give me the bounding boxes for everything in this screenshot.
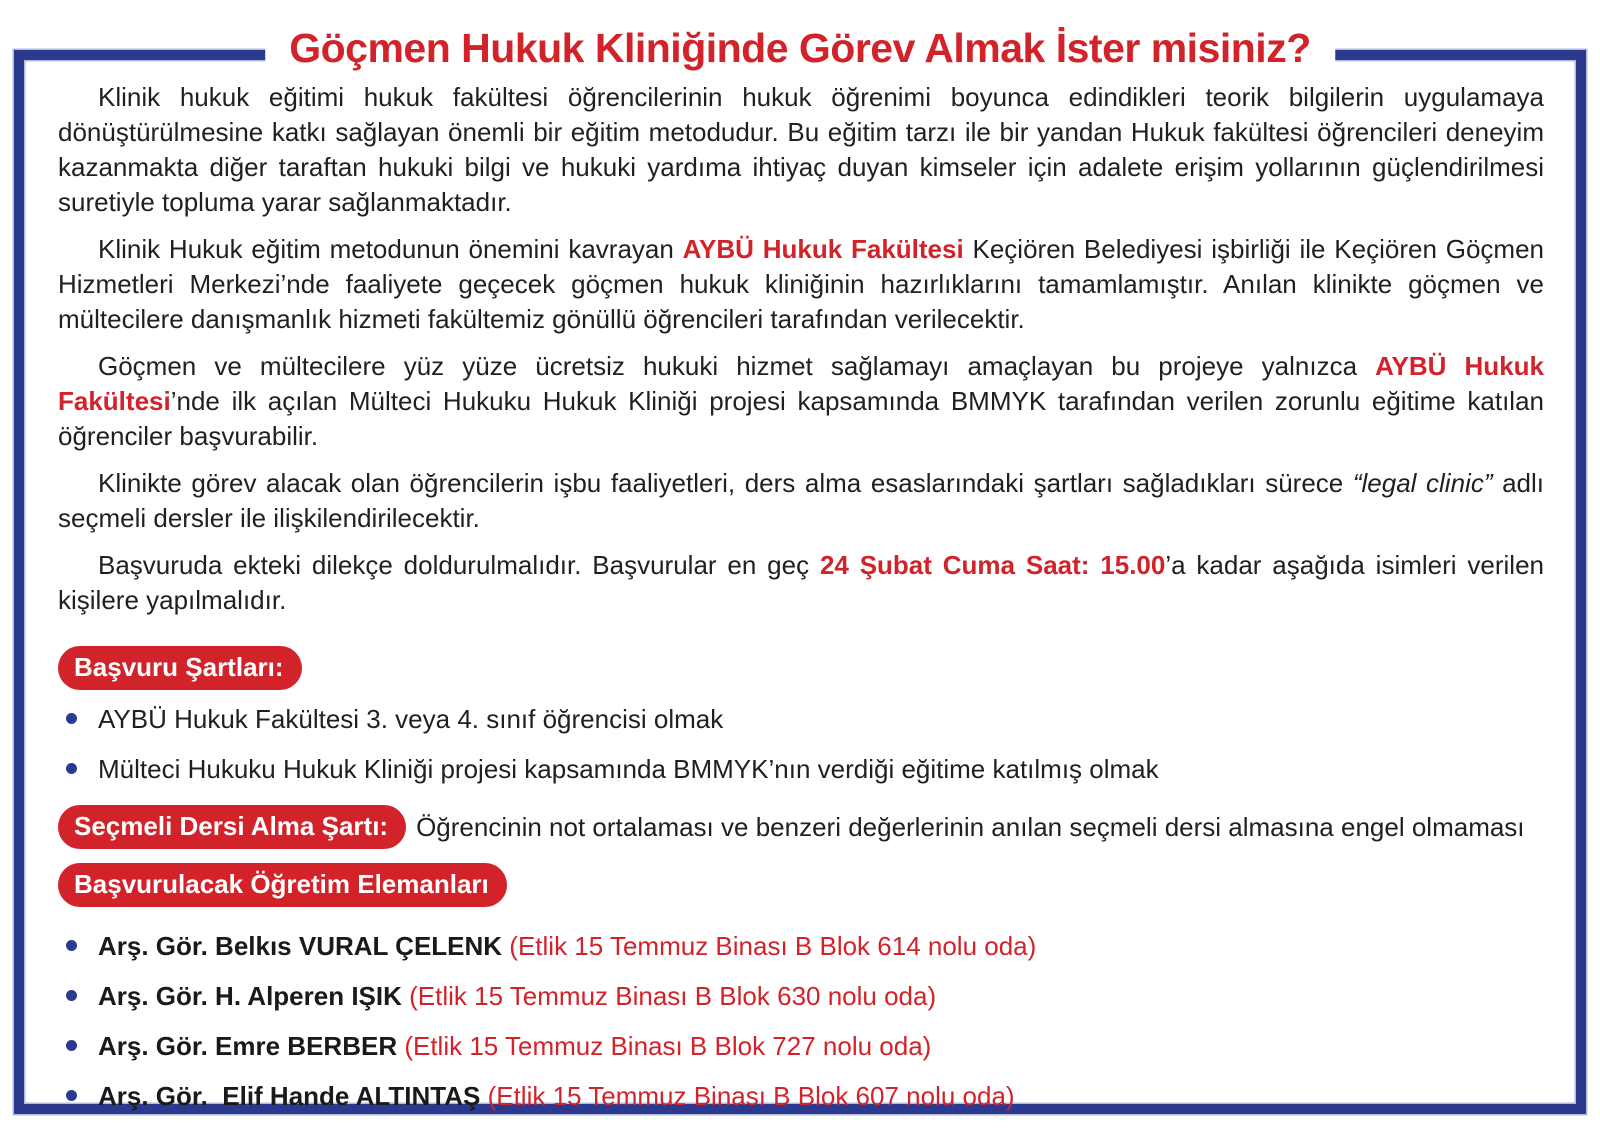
bullet-dot-icon [66, 1040, 77, 1051]
paragraph-deadline-pre: Başvuruda ekteki dilekçe doldurulmalıdır. Başvurular en geç [98, 550, 820, 580]
document-body [24, 60, 1576, 1128]
section-application-conditions [58, 646, 1544, 787]
legal-clinic-term: “legal clinic” [1352, 468, 1493, 498]
elective-condition-badge: Seçmeli Dersi Alma Şartı: [58, 805, 406, 849]
instructors-list [58, 929, 1544, 1114]
paragraph-project-post: ’nde ilk açılan Mülteci Hukuku Hukuk Kliniği projesi kapsamında BMMYK tarafından verilen zorunlu eğitime katılan öğrenciler başvurabilir. [58, 386, 1544, 451]
condition-text: AYBÜ Hukuk Fakültesi 3. veya 4. sınıf öğrencisi olmak [98, 704, 724, 734]
list-item [66, 752, 1544, 787]
paragraph-intro-text: Klinik hukuk eğitimi hukuk fakültesi öğrencilerinin hukuk öğrenimi boyunca edindikleri teorik bilgilerin uygulamaya dönüştürülmesine katkı sağlayan önemli bir eğitim metodudur. Bu eğitim tarzı ile bir yandan Hukuk fakültesi öğrencileri deneyim kazanmakta diğer taraftan hukuki bilgi ve hukuki yardıma ihtiyaç duyan kimseler için adalete erişim yollarının güçlendirilmesi suretiyle topluma yarar sağlanmaktadır. [58, 82, 1544, 217]
blue-border-frame [14, 25, 1586, 1114]
paragraph-legal-clinic-post: adlı seçmeli dersler ile ilişkilendirilecektir. [58, 468, 1544, 533]
instructor-row [66, 979, 1544, 1014]
instructor-name: Arş. Gör. H. Alperen IŞIK [98, 981, 410, 1011]
instructor-row [66, 1029, 1544, 1064]
paragraph-legal-clinic [58, 466, 1544, 536]
instructor-room: (Etlik 15 Temmuz Binası B Blok 614 nolu oda) [509, 931, 1037, 961]
page-title: Göçmen Hukuk Kliniğinde Görev Almak İster misiniz? [265, 18, 1335, 78]
paragraph-project-pre: Göçmen ve mültecilere yüz yüze ücretsiz hukuki hizmet sağlamayı amaçlayan bu projeye yalnızca [98, 351, 1376, 381]
paragraph-clinic-pre: Klinik Hukuk eğitim metodunun önemini kavrayan [98, 234, 683, 264]
paragraph-project [58, 349, 1544, 454]
paragraph-clinic-post: Keçiören Belediyesi işbirliği ile Keçiören Göçmen Hizmetleri Merkezi’nde faaliyete geçecek göçmen hukuk kliniğinin hazırlıklarını tamamlamıştır. Anılan klinikte göçmen ve mültecilere danışmanlık hizmeti fakültemiz gönüllü öğrencileri tarafından verilecektir. [58, 234, 1544, 334]
application-conditions-list [58, 702, 1544, 787]
elective-condition-text: Öğrencinin not ortalaması ve benzeri değerlerinin anılan seçmeli dersi almasına engel olmaması [416, 811, 1525, 842]
condition-text: Mülteci Hukuku Hukuk Kliniği projesi kapsamında BMMYK’nın verdiği eğitime katılmış olmak [98, 754, 1159, 784]
instructor-name: Arş. Gör. Belkıs VURAL ÇELENK [98, 931, 510, 961]
bullet-dot-icon [66, 1090, 77, 1101]
faculty-highlight-2: AYBÜ Hukuk Fakültesi [58, 351, 1544, 416]
instructor-room: (Etlik 15 Temmuz Binası B Blok 607 nolu oda) [487, 1081, 1015, 1111]
paragraph-deadline-post: ’a kadar aşağıda isimleri verilen kişilere yapılmalıdır. [58, 550, 1544, 615]
section-instructors [58, 863, 1544, 1114]
paragraph-clinic [58, 232, 1544, 337]
section-elective-condition [58, 805, 1544, 849]
bullet-dot-icon [66, 990, 77, 1001]
paragraph-intro [58, 80, 1544, 220]
instructor-room: (Etlik 15 Temmuz Binası B Blok 727 nolu oda) [404, 1031, 932, 1061]
instructor-name: Arş. Gör. Emre BERBER [98, 1031, 405, 1061]
bullet-dot-icon [66, 713, 77, 724]
instructor-row [66, 1079, 1544, 1114]
faculty-highlight: AYBÜ Hukuk Fakültesi [682, 234, 964, 264]
application-conditions-badge: Başvuru Şartları: [58, 646, 302, 690]
paragraph-legal-clinic-pre: Klinikte görev alacak olan öğrencilerin işbu faaliyetleri, ders alma esaslarındaki şartları sağladıkları sürece [98, 468, 1353, 498]
deadline-highlight: 24 Şubat Cuma Saat: 15.00 [819, 550, 1166, 580]
instructor-row [66, 929, 1544, 964]
instructors-badge: Başvurulacak Öğretim Elemanları [58, 863, 507, 907]
paragraph-deadline [58, 548, 1544, 618]
bullet-dot-icon [66, 940, 77, 951]
bullet-dot-icon [66, 763, 77, 774]
instructor-room: (Etlik 15 Temmuz Binası B Blok 630 nolu oda) [409, 981, 937, 1011]
list-item [66, 702, 1544, 737]
instructor-name: Arş. Gör. Elif Hande ALTINTAŞ [98, 1081, 488, 1111]
